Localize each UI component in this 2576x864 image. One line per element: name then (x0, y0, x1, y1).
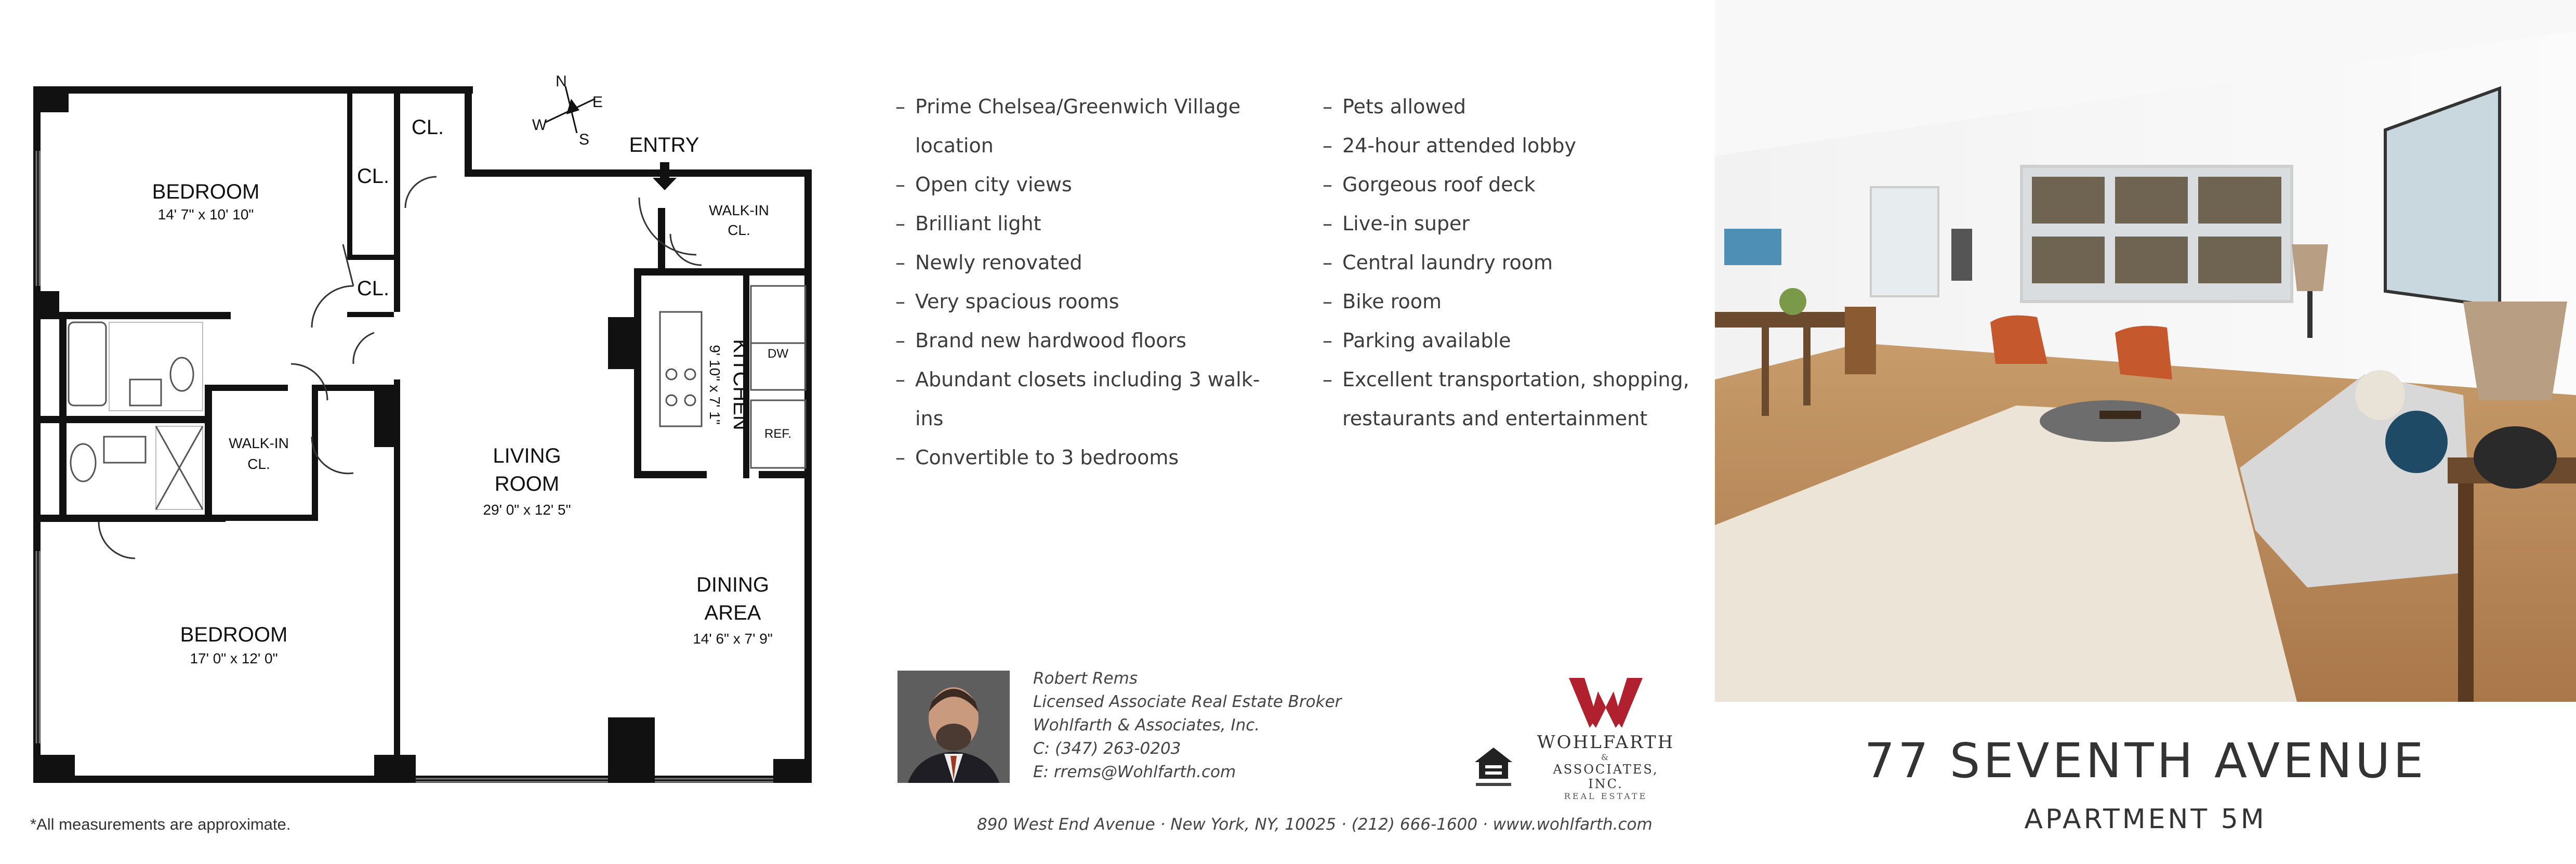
feature-item: – Convertible to 3 bedrooms (895, 438, 1270, 477)
logo-associates: ASSOCIATES, INC. (1553, 762, 1659, 791)
feature-item: – Bike room (1323, 282, 1697, 321)
walkin-closet-2-line1: WALK-IN (229, 435, 289, 451)
wohlfarth-w-icon (1567, 676, 1645, 730)
features-list-right (1323, 87, 1697, 438)
features-list-left (895, 87, 1270, 477)
agent-cell: C: (347) 263-0203 (1033, 739, 1181, 758)
agent-info (1033, 667, 1341, 784)
wohlfarth-logo (1536, 676, 1676, 801)
feature-item: – Prime Chelsea/Greenwich Village location (895, 87, 1270, 165)
agent-name: Robert Rems (1033, 669, 1138, 688)
compass-s: S (578, 131, 590, 148)
walkin-closet-2-line2: CL. (247, 456, 270, 472)
bedroom2-dim: 17' 0" x 12' 0" (190, 650, 278, 666)
kitchen-dim: 9' 10" x 7' 1" (707, 345, 723, 425)
compass-w: W (532, 116, 547, 134)
floor-plan (21, 42, 831, 801)
living-name-1: LIVING (493, 444, 561, 467)
feature-item: – Abundant closets including 3 walk-ins (895, 360, 1270, 438)
refrigerator-label: REF. (764, 427, 792, 441)
compass-n: N (556, 73, 567, 90)
kitchen-name: KITCHEN (729, 339, 752, 430)
bedroom1-name: BEDROOM (152, 180, 260, 203)
feature-item: – Parking available (1323, 321, 1697, 360)
feature-item: – Very spacious rooms (895, 282, 1270, 321)
compass-icon (532, 73, 603, 148)
listing-apartment: APARTMENT 5M (2024, 804, 2267, 835)
agent-title: Licensed Associate Real Estate Broker (1033, 692, 1342, 711)
dining-name-2: AREA (704, 601, 761, 624)
feature-item: – Excellent transportation, shopping, restaurants and entertainment (1323, 360, 1697, 438)
logo-name: WOHLFARTH (1537, 732, 1675, 753)
entry-label: ENTRY (629, 134, 699, 156)
dining-name-1: DINING (696, 573, 769, 596)
walkin-closet-1-line1: WALK-IN (709, 202, 769, 218)
feature-item: – Newly renovated (895, 243, 1270, 282)
dining-dim: 14' 6" x 7' 9" (693, 631, 773, 647)
equal-housing-icon (1474, 747, 1513, 789)
feature-item: – Brilliant light (895, 204, 1270, 243)
measurements-note: *All measurements are approximate. (30, 815, 291, 833)
feature-item: – 24-hour attended lobby (1323, 126, 1697, 165)
closet-label-3: CL. (356, 277, 390, 300)
compass-e: E (592, 94, 603, 111)
agent-photo (897, 671, 1010, 783)
feature-item: – Live-in super (1323, 204, 1697, 243)
closet-label-2: CL. (356, 165, 390, 188)
company-footer: 890 West End Avenue · New York, NY, 10025 · (212) 666-1600 · www.wohlfarth.com (977, 815, 1653, 834)
living-dim: 29' 0" x 12' 5" (483, 502, 571, 518)
feature-item: – Brand new hardwood floors (895, 321, 1270, 360)
bedroom2-name: BEDROOM (180, 623, 288, 646)
closet-label-1: CL. (411, 116, 444, 139)
agent-email[interactable]: E: rrems@Wohlfarth.com (1033, 763, 1236, 781)
bedroom1-dim: 14' 7" x 10' 10" (157, 206, 254, 222)
logo-real-estate: REAL ESTATE (1564, 791, 1648, 801)
feature-item: – Gorgeous roof deck (1323, 165, 1697, 204)
living-room-photo (1715, 0, 2576, 702)
logo-ampersand: & (1601, 752, 1611, 762)
floor-plan-walls (33, 86, 812, 783)
feature-item: – Open city views (895, 165, 1270, 204)
feature-item: – Pets allowed (1323, 87, 1697, 126)
living-name-2: ROOM (494, 473, 560, 495)
dishwasher-label: DW (768, 347, 788, 361)
agent-company: Wohlfarth & Associates, Inc. (1033, 716, 1260, 735)
feature-item: – Central laundry room (1323, 243, 1697, 282)
listing-address: 77 SEVENTH AVENUE (1864, 733, 2427, 789)
walkin-closet-1-line2: CL. (728, 222, 750, 238)
